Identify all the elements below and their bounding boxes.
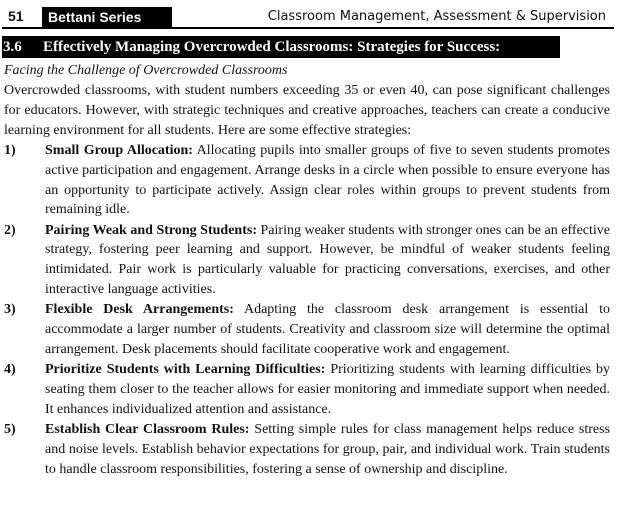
- section-title: Effectively Managing Overcrowded Classrooms: Strategies for Success:: [43, 39, 501, 55]
- page-number: 51: [8, 8, 24, 24]
- item-text: [45, 141, 610, 220]
- item-text: [45, 420, 610, 479]
- item-number: 1): [4, 143, 16, 158]
- item-body: Pairing weaker students with stronger ones can be an effective strategy, fostering peer learning and support. However, be mindful of weaker students feeling intimidated. Pair work is particularly valuable for practicing conversations, exercises, and other interactive language activities.: [45, 222, 610, 298]
- list-item: [4, 221, 610, 300]
- item-number: 5): [4, 422, 16, 438]
- item-text: [45, 221, 610, 300]
- item-text: [45, 300, 610, 359]
- item-number: 4): [4, 362, 16, 378]
- item-heading: Pairing Weak and Strong Students:: [45, 222, 257, 238]
- running-title: Classroom Management, Assessment & Supervision: [267, 9, 606, 24]
- item-heading: Prioritize Students with Learning Difficulties:: [45, 362, 326, 378]
- page-header: [2, 5, 614, 29]
- list-item: [4, 300, 610, 359]
- item-text: [45, 360, 610, 419]
- series-label: Bettani Series: [42, 7, 172, 27]
- item-heading: Flexible Desk Arrangements:: [45, 302, 234, 318]
- item-heading: Establish Clear Classroom Rules:: [45, 422, 250, 438]
- intro-paragraph: Overcrowded classrooms, with student numbers exceeding 35 or even 40, can pose significant challenges for educators. However, with strategic techniques and creative approaches, teachers can create a conducive learning environment for all students. Here are some effective strategies:: [4, 83, 610, 138]
- section-heading: [2, 36, 560, 58]
- item-number: 2): [4, 222, 16, 238]
- item-number: 3): [4, 302, 16, 318]
- section-number: 3.6: [3, 39, 22, 55]
- list-item: [4, 360, 610, 419]
- subsection-title: Facing the Challenge of Overcrowded Classrooms: [4, 63, 288, 78]
- strategy-list: [4, 141, 610, 480]
- item-body: Allocating pupils into smaller groups of five to seven students promotes active participation and engagement. Arrange desks in a circle when possible to ensure everyone has an opportunity to participate actively. Assign clear roles within groups to prevent students from remaining idle.: [45, 143, 610, 218]
- list-item: [4, 141, 610, 220]
- item-heading: Small Group Allocation:: [45, 143, 193, 158]
- item-body: Prioritizing students with learning difficulties by seating them closer to the teacher allows for easier monitoring and immediate support when needed. It enhances individualized attention and assistance.: [45, 362, 610, 417]
- item-body: Setting simple rules for class management helps reduce stress and noise levels. Establish behavior expectations for group, pair, and individual work. Train students to handle classroom responsibilities, fostering a sense of ownership and discipline.: [45, 422, 610, 477]
- item-body: Adapting the classroom desk arrangement is essential to accommodate a larger number of students. Creativity and classroom size will determine the optimal arrangement. Desk placements should facilitate cooperative work and engagement.: [45, 302, 610, 357]
- list-item: [4, 420, 610, 479]
